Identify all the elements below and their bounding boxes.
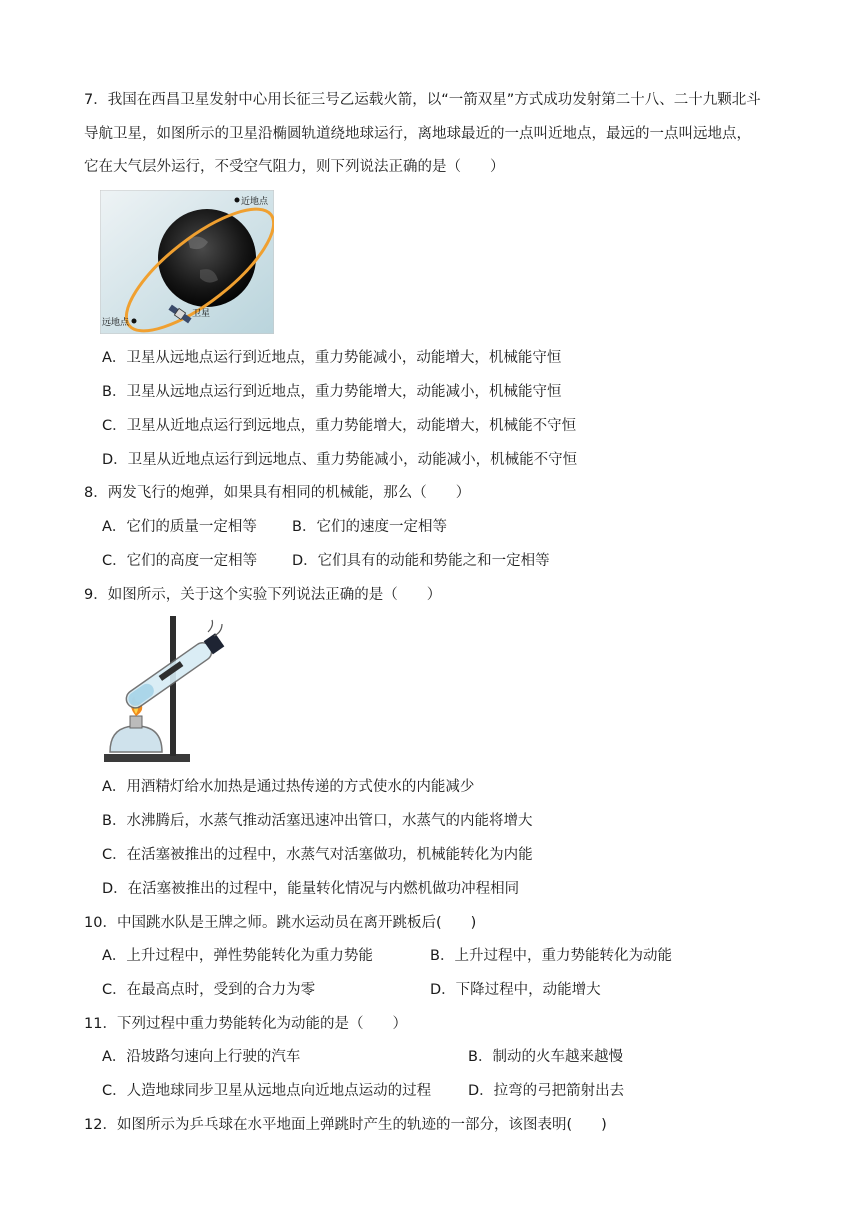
q7-stem-line3: 它在大气层外运行，不受空气阻力，则下列说法正确的是（ ） <box>84 159 505 175</box>
apogee-point <box>235 198 240 203</box>
q9-option-c: C．在活塞被推出的过程中，水蒸气对活塞做功，机械能转化为内能 <box>102 847 533 863</box>
q8-stem: 8．两发飞行的炮弹，如果具有相同的机械能，那么（ ） <box>84 485 471 501</box>
q7-stem-line1: 7．我国在西昌卫星发射中心用长征三号乙运载火箭，以“一箭双星”方式成功发射第二十八、二十九颗北斗 <box>84 92 761 108</box>
q10-option-b: B．上升过程中，重力势能转化为动能 <box>430 948 672 964</box>
q8-option-a: A．它们的质量一定相等 <box>102 519 257 535</box>
stand-base <box>104 754 190 762</box>
perigee-point <box>132 319 137 324</box>
perigee-label: 远地点 <box>102 318 130 328</box>
q8-option-c: C．它们的高度一定相等 <box>102 553 258 569</box>
q7-stem-line2: 导航卫星，如图所示的卫星沿椭圆轨道绕地球运行，离地球最近的一点叫近地点，最远的一点叫远地点， <box>84 126 751 142</box>
q7-option-d: D．卫星从近地点运行到远地点、重力势能减小，动能减小，机械能不守恒 <box>102 452 578 468</box>
q11-option-a: A．沿坡路匀速向上行驶的汽车 <box>102 1049 301 1065</box>
q7-option-c: C．卫星从近地点运行到远地点，重力势能增大，动能增大，机械能不守恒 <box>102 418 577 434</box>
q9-option-d: D．在活塞被推出的过程中，能量转化情况与内燃机做功冲程相同 <box>102 881 520 897</box>
q12-stem: 12．如图所示为乒乓球在水平地面上弹跳时产生的轨迹的一部分，该图表明( ) <box>84 1117 607 1133</box>
q7-option-a: A．卫星从远地点运行到近地点，重力势能减小，动能增大，机械能守恒 <box>102 350 562 366</box>
q9-option-a: A．用酒精灯给水加热是通过热传递的方式使水的内能减少 <box>102 779 475 795</box>
q10-option-a: A．上升过程中，弹性势能转化为重力势能 <box>102 948 373 964</box>
q11-option-b: B．制动的火车越来越慢 <box>468 1049 623 1065</box>
test-tube-experiment-figure <box>100 612 230 768</box>
earth-icon <box>158 209 256 307</box>
satellite-orbit-figure <box>100 190 274 334</box>
alcohol-lamp-icon <box>110 726 162 752</box>
q11-option-d: D．拉弯的弓把箭射出去 <box>468 1083 625 1099</box>
q10-option-c: C．在最高点时，受到的合力为零 <box>102 982 316 998</box>
q7-option-b: B．卫星从远地点运行到近地点，重力势能增大，动能减小，机械能守恒 <box>102 384 562 400</box>
q8-option-b: B．它们的速度一定相等 <box>292 519 447 535</box>
q10-option-d: D．下降过程中，动能增大 <box>430 982 601 998</box>
q11-option-c: C．人造地球同步卫星从远地点向近地点运动的过程 <box>102 1083 432 1099</box>
q9-option-b: B．水沸腾后，水蒸气推动活塞迅速冲出管口，水蒸气的内能将增大 <box>102 813 533 829</box>
q9-stem: 9．如图所示，关于这个实验下列说法正确的是（ ） <box>84 587 442 603</box>
satellite-label: 卫星 <box>192 309 211 319</box>
q11-stem: 11．下列过程中重力势能转化为动能的是（ ） <box>84 1016 407 1032</box>
q10-stem: 10．中国跳水队是王牌之师。跳水运动员在离开跳板后( ) <box>84 915 477 931</box>
q8-option-d: D．它们具有的动能和势能之和一定相等 <box>292 553 550 569</box>
stand-rod <box>170 616 176 756</box>
apogee-label: 近地点 <box>241 197 269 207</box>
